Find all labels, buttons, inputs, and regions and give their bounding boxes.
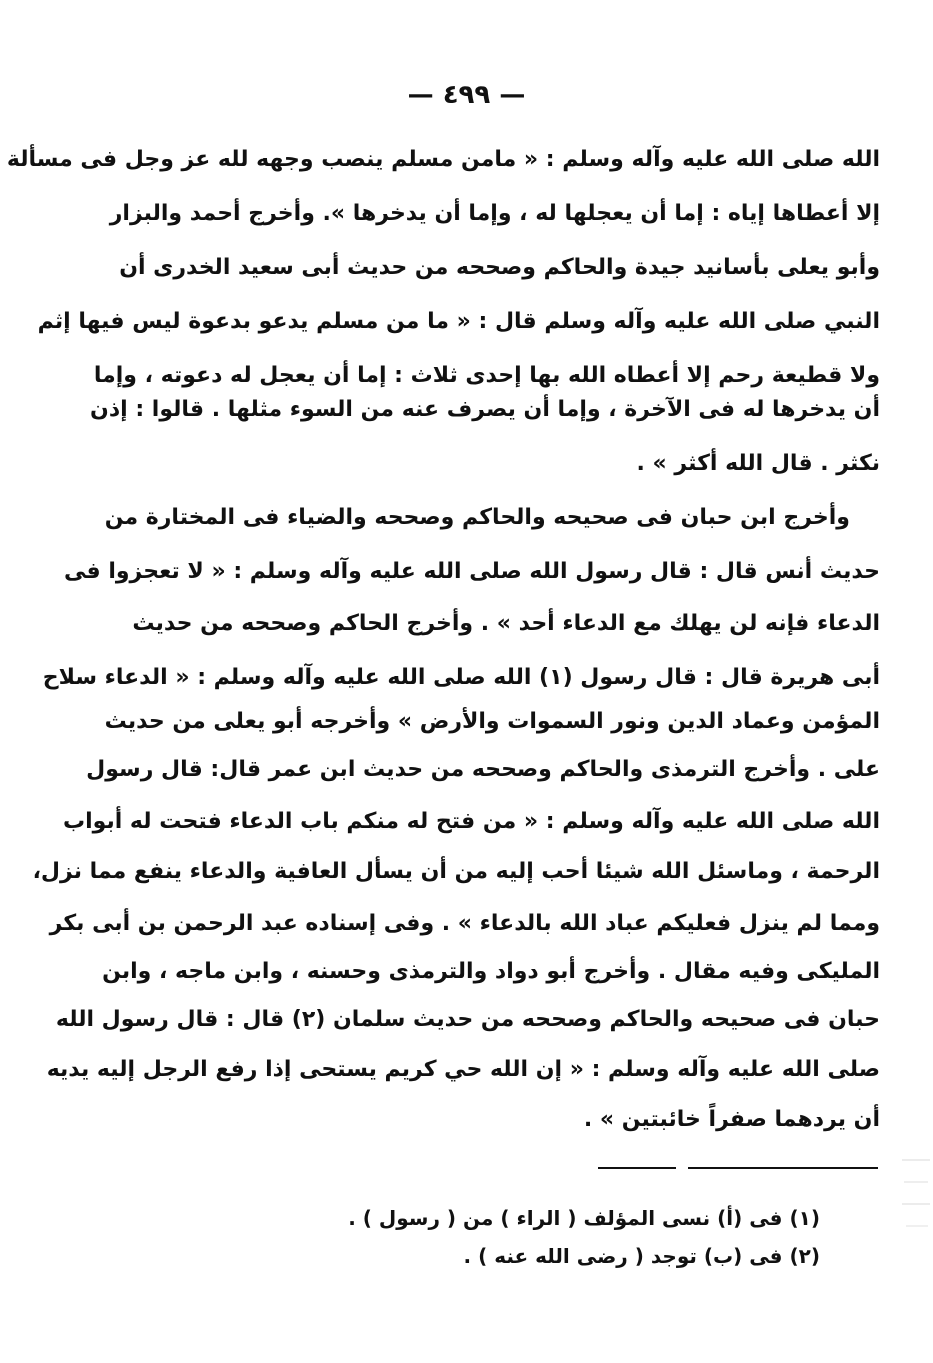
footnote-separator-long xyxy=(688,1167,878,1169)
body-line: حديث أنس قال : قال رسول الله صلى الله عليه وآله وسلم : « لا تعجزوا فى xyxy=(64,559,880,584)
body-line: ولا قطيعة رحم إلا أعطاه الله بها إحدى ثلاث : إما أن يعجل له دعوته ، وإما xyxy=(93,363,880,388)
body-line: المليكى وفيه مقال . وأخرج أبو دواد والترمذى وحسنه ، وابن ماجه ، وابن xyxy=(102,959,880,984)
body-line: النبي صلى الله عليه وآله وسلم قال : « ما من مسلم يدعو بدعوة ليس فيها إثم xyxy=(37,309,880,334)
body-line: أبى هريرة قال : قال رسول (١) الله صلى الله عليه وآله وسلم : « الدعاء سلاح xyxy=(42,665,880,690)
body-line: ومما لم ينزل فعليكم عباد الله بالدعاء » . وفى إسناده عبد الرحمن بن أبى بكر xyxy=(49,911,880,936)
footnote-1: (١) فى (أ) نسى المؤلف ( الراء ) من ( رسول ) . xyxy=(348,1206,820,1230)
footnote-separator-short xyxy=(598,1167,676,1169)
footnote-2: (٢) فى (ب) توجد ( رضى الله عنه ) . xyxy=(463,1244,820,1268)
body-line: المؤمن وعماد الدين ونور السموات والأرض » وأخرجه أبو يعلى من حديث xyxy=(104,709,880,734)
body-line: نكثر . قال الله أكثر » . xyxy=(636,451,880,476)
body-line: إلا أعطاها إياه : إما أن يعجلها له ، وإما أن يدخرها ». وأخرج أحمد والبزار xyxy=(109,201,880,226)
body-line: صلى الله عليه وآله وسلم : « إن الله حي كريم يستحى إذا رفع الرجل إليه يديه xyxy=(46,1057,880,1082)
body-line: أن يدخرها له فى الآخرة ، وإما أن يصرف عنه من السوء مثلها . قالوا : إذن xyxy=(90,397,880,422)
body-line: الدعاء فإنه لن يهلك مع الدعاء أحد » . وأخرج الحاكم وصححه من حديث xyxy=(132,611,880,636)
body-line: الرحمة ، وماسئل الله شيئا أحب إليه من أن يسأل العافية والدعاء ينفع مما نزل، xyxy=(32,859,880,884)
body-line: على . وأخرج الترمذى والحاكم وصححه من حديث ابن عمر قال: قال رسول xyxy=(86,757,880,782)
body-line: الله صلى الله عليه وآله وسلم : « مامن مسلم ينصب وجهه لله عز وجل فى مسألة xyxy=(6,147,880,172)
body-line: أن يردهما صفراً خائبتين » . xyxy=(583,1107,880,1132)
body-line: حبان فى صحيحه والحاكم وصححه من حديث سلمان (٢) قال : قال رسول الله xyxy=(55,1007,880,1032)
page-number: — ٤٩٩ — xyxy=(407,80,526,110)
scan-noise xyxy=(900,1150,933,1270)
body-line: وأخرج ابن حبان فى صحيحه والحاكم وصححه والضياء فى المختارة من xyxy=(104,505,850,530)
body-line: الله صلى الله عليه وآله وسلم : « من فتح له منكم باب الدعاء فتحت له أبواب xyxy=(63,809,880,834)
body-line: وأبو يعلى بأسانيد جيدة والحاكم وصححه من حديث أبى سعيد الخدرى أن xyxy=(119,255,880,280)
